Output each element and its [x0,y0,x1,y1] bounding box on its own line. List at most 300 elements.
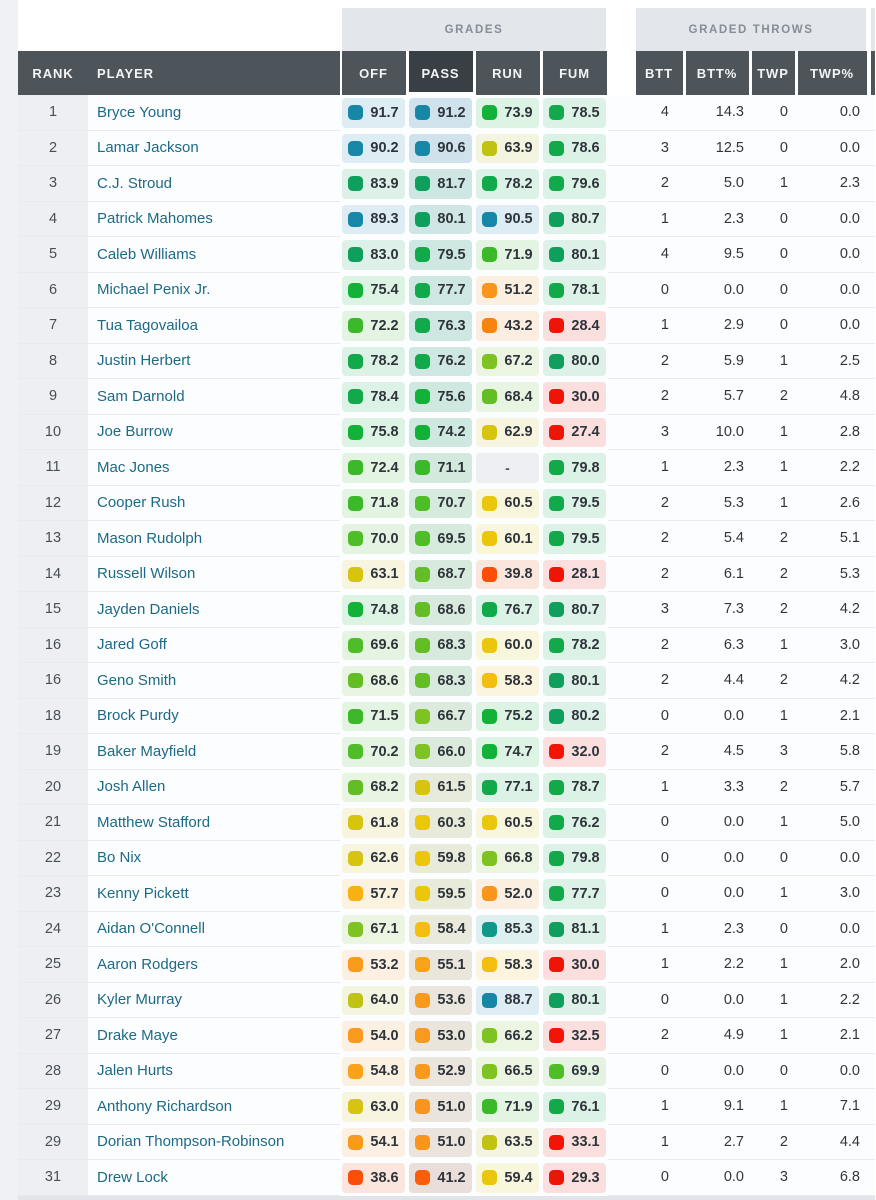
grade-badge-icon [549,602,564,617]
player-cell [88,592,340,628]
col-header-run[interactable]: RUN [476,51,540,95]
player-link[interactable]: Jared Goff [97,636,167,654]
stat-cell-btt: 2 [634,521,684,557]
player-cell [88,344,340,380]
stat-cell-bttp: 9.5 [684,237,750,273]
grade-value: 75.2 [504,708,533,725]
player-cell [88,202,340,238]
grade-badge-icon [482,780,497,795]
player-cell [88,1160,340,1196]
player-link[interactable]: Dorian Thompson-Robinson [97,1133,285,1151]
next-col-body-sliver [868,876,875,912]
column-gap [608,131,634,167]
player-cell [88,557,340,593]
stat-cell-twp: 1 [750,628,796,664]
grade-cell-run [474,663,541,699]
rank-cell: 29 [18,1089,88,1125]
player-link[interactable]: Aaron Rodgers [97,955,198,973]
grade-cell-fum [541,521,608,557]
grade-value: 54.0 [370,1027,399,1044]
table-row [18,628,875,664]
table-row [18,663,875,699]
grade-cell-fum [541,734,608,770]
stat-cell-twp: 1 [750,1018,796,1054]
player-cell [88,415,340,451]
grade-badge-icon [415,460,430,475]
stat-cell-btt: 2 [634,1018,684,1054]
grade-badge-icon [482,1099,497,1114]
stat-cell-btt: 1 [634,308,684,344]
group-header-graded-throws [636,8,866,51]
player-link[interactable]: Mason Rudolph [97,529,203,547]
grade-badge-icon [482,744,497,759]
grade-cell-fum [541,95,608,131]
rank-cell: 16 [18,663,88,699]
player-link[interactable]: Jayden Daniels [97,600,200,618]
grade-badge-icon [415,425,430,440]
stat-cell-twpp: 4.2 [796,663,868,699]
rank-cell: 19 [18,734,88,770]
grade-value-missing: - [505,459,510,476]
grade-cell-pass [407,1054,474,1090]
grade-badge-icon [549,141,564,156]
next-col-body-sliver [868,947,875,983]
table-row [18,947,875,983]
table-row [18,131,875,167]
grade-value: 70.0 [370,530,399,547]
player-link[interactable]: Justin Herbert [97,352,191,370]
table-row [18,1125,875,1161]
grade-badge-icon [482,425,497,440]
table-row [18,237,875,273]
grade-badge-icon [415,141,430,156]
stat-cell-bttp: 2.3 [684,202,750,238]
grade-badge-icon [482,709,497,724]
grade-cell-off [340,450,407,486]
grade-value: 71.9 [504,1098,533,1115]
player-link[interactable]: Lamar Jackson [97,139,199,157]
grade-value: 71.9 [504,246,533,263]
grade-cell-pass [407,912,474,948]
grade-badge-icon [482,1064,497,1079]
col-header-pass[interactable]: PASS [409,51,473,95]
col-header-rank[interactable]: RANK [32,65,74,81]
grade-value: 71.1 [437,459,466,476]
player-link[interactable]: Sam Darnold [97,387,185,405]
player-link[interactable]: Tua Tagovailoa [97,316,198,334]
stat-cell-bttp: 5.7 [684,379,750,415]
col-header-player[interactable]: PLAYER [97,65,154,81]
grade-cell-off [340,770,407,806]
grade-value: 58.3 [504,672,533,689]
player-cell [88,95,340,131]
grade-badge-icon [348,1135,363,1150]
grade-cell-pass [407,876,474,912]
stat-cell-bttp: 0.0 [684,983,750,1019]
player-link[interactable]: Bo Nix [97,849,142,867]
column-gap [608,557,634,593]
stat-cell-btt: 1 [634,450,684,486]
stat-cell-btt: 2 [634,344,684,380]
grade-cell-pass [407,983,474,1019]
player-link[interactable]: Bryce Young [97,103,182,121]
player-link[interactable]: Drake Maye [97,1026,178,1044]
player-cell [88,876,340,912]
grade-value: 63.0 [370,1098,399,1115]
player-cell [88,734,340,770]
player-link[interactable]: Caleb Williams [97,245,197,263]
stat-cell-twpp: 0.0 [796,237,868,273]
grade-value: 79.8 [571,850,600,867]
grade-cell-run [474,1018,541,1054]
rank-cell: 21 [18,805,88,841]
table-row [18,166,875,202]
col-header-fum[interactable]: FUM [543,51,607,95]
column-gap [608,770,634,806]
grade-value: 77.1 [504,779,533,796]
player-link[interactable]: Kyler Murray [97,991,183,1009]
stat-cell-twp: 1 [750,1089,796,1125]
table-row [18,379,875,415]
stat-cell-twpp: 0.0 [796,1054,868,1090]
player-cell [88,1125,340,1161]
grade-cell-pass [407,841,474,877]
rank-cell: 8 [18,344,88,380]
player-link[interactable]: Brock Purdy [97,707,179,725]
player-cell [88,841,340,877]
table-row [18,770,875,806]
next-col-body-sliver [868,521,875,557]
grade-value: 80.2 [571,708,600,725]
grade-badge-icon [549,460,564,475]
stat-cell-twpp: 0.0 [796,131,868,167]
stat-cell-twpp: 2.1 [796,699,868,735]
grade-cell-fum [541,166,608,202]
grade-cell-fum [541,1125,608,1161]
column-gap [608,983,634,1019]
grade-badge-icon [348,780,363,795]
grade-badge-icon [348,1064,363,1079]
player-link[interactable]: Joe Burrow [97,423,173,441]
grade-cell-fum [541,486,608,522]
next-col-body-sliver [868,557,875,593]
grade-badge-icon [482,496,497,511]
player-link[interactable]: C.J. Stroud [97,174,173,192]
grade-value: 28.4 [571,317,600,334]
player-cell [88,308,340,344]
player-link[interactable]: Kenny Pickett [97,884,189,902]
grade-value: 62.9 [504,424,533,441]
rank-cell: 28 [18,1054,88,1090]
rank-cell: 12 [18,486,88,522]
stat-cell-btt: 0 [634,1054,684,1090]
grade-cell-off [340,841,407,877]
grade-cell-off [340,95,407,131]
column-gap [608,308,634,344]
grade-cell-run [474,592,541,628]
grade-value: 66.5 [504,1063,533,1080]
stat-cell-twp: 0 [750,131,796,167]
grade-badge-icon [348,460,363,475]
stat-cell-twp: 0 [750,1054,796,1090]
table-row [18,521,875,557]
grade-cell-off [340,628,407,664]
stat-cell-bttp: 7.3 [684,592,750,628]
grade-badge-icon [348,673,363,688]
table-body [18,95,875,1200]
grade-cell-fum [541,557,608,593]
grade-cell-pass [407,805,474,841]
grade-badge-icon [482,638,497,653]
stat-cell-bttp: 0.0 [684,1054,750,1090]
grade-cell-pass [407,415,474,451]
stat-cell-twpp: 4.8 [796,379,868,415]
grade-badge-icon [415,780,430,795]
grade-value: 52.0 [504,885,533,902]
grade-value: 79.8 [571,459,600,476]
grade-value: 43.2 [504,317,533,334]
column-gap [608,166,634,202]
grade-cell-run [474,486,541,522]
rank-cell: 26 [18,983,88,1019]
rank-cell: 20 [18,770,88,806]
grade-cell-off [340,486,407,522]
grade-cell-run [474,699,541,735]
stat-cell-bttp: 3.3 [684,770,750,806]
stat-cell-twpp: 5.7 [796,770,868,806]
stat-cell-twp: 1 [750,486,796,522]
table-row [18,415,875,451]
column-header-row [18,51,875,95]
rank-cell: 25 [18,947,88,983]
grade-value: 51.0 [437,1098,466,1115]
player-link[interactable]: Matthew Stafford [97,813,211,831]
stat-cell-twp: 0 [750,202,796,238]
next-col-body-sliver [868,344,875,380]
col-header-twp[interactable]: TWP [752,51,795,95]
column-gap [608,1018,634,1054]
col-header-twpp[interactable]: TWP% [798,51,867,95]
column-gap [608,202,634,238]
column-gap [608,699,634,735]
stat-cell-twpp: 2.1 [796,1018,868,1054]
group-gap [608,8,634,51]
grade-value: 38.6 [370,1169,399,1186]
grade-cell-pass [407,557,474,593]
grade-value: 74.2 [437,424,466,441]
stat-cell-twpp: 7.1 [796,1089,868,1125]
player-link[interactable]: Josh Allen [97,778,166,796]
table-row [18,912,875,948]
grade-value: 68.4 [504,388,533,405]
grade-cell-run [474,734,541,770]
grade-value: 32.0 [571,743,600,760]
player-link[interactable]: Geno Smith [97,671,177,689]
grade-badge-icon [348,922,363,937]
grade-cell-fum [541,805,608,841]
stat-cell-bttp: 4.4 [684,663,750,699]
grade-cell-run [474,202,541,238]
col-header-rank-player[interactable] [18,51,340,95]
bottom-scroll-track[interactable] [18,1196,875,1200]
next-col-body-sliver [868,379,875,415]
grade-value: 71.5 [370,708,399,725]
grade-cell-off [340,699,407,735]
stat-cell-bttp: 9.1 [684,1089,750,1125]
grade-value: 76.1 [571,1098,600,1115]
grade-cell-fum [541,379,608,415]
grade-value: 79.5 [571,495,600,512]
grade-value: 60.5 [504,814,533,831]
stat-cell-bttp: 0.0 [684,876,750,912]
stat-cell-bttp: 0.0 [684,805,750,841]
grade-cell-pass [407,486,474,522]
grade-badge-icon [549,1170,564,1185]
table-row [18,734,875,770]
player-link[interactable]: Jalen Hurts [97,1062,173,1080]
grade-value: 72.4 [370,459,399,476]
grade-badge-icon [549,105,564,120]
grade-badge-icon [348,496,363,511]
grade-cell-fum [541,699,608,735]
column-gap [608,450,634,486]
stat-cell-btt: 2 [634,557,684,593]
column-gap [608,415,634,451]
grade-cell-fum [541,983,608,1019]
stat-cell-twpp: 5.8 [796,734,868,770]
grade-value: 53.6 [437,992,466,1009]
rank-cell: 10 [18,415,88,451]
player-link[interactable]: Aidan O'Connell [97,920,205,938]
grade-cell-run [474,983,541,1019]
grade-badge-icon [549,389,564,404]
column-gap [608,628,634,664]
player-link[interactable]: Patrick Mahomes [97,210,213,228]
grade-badge-icon [348,105,363,120]
grade-badge-icon [415,744,430,759]
grade-cell-run [474,237,541,273]
grade-cell-off [340,876,407,912]
grade-value: 90.5 [504,211,533,228]
stat-cell-twp: 1 [750,450,796,486]
stat-cell-twpp: 0.0 [796,912,868,948]
grade-value: 52.9 [437,1063,466,1080]
grade-cell-pass [407,1089,474,1125]
grade-cell-run [474,344,541,380]
grade-cell-fum [541,1160,608,1196]
grade-badge-icon [415,1028,430,1043]
grade-value: 91.2 [437,104,466,121]
grade-cell-run [474,521,541,557]
grade-badge-icon [482,105,497,120]
player-cell [88,486,340,522]
grade-badge-icon [415,886,430,901]
stat-cell-btt: 1 [634,1089,684,1125]
next-col-body-sliver [868,237,875,273]
grade-badge-icon [415,673,430,688]
table-row [18,273,875,309]
stat-cell-twp: 2 [750,1125,796,1161]
grade-cell-run [474,1054,541,1090]
player-link[interactable]: Michael Penix Jr. [97,281,211,299]
stat-cell-btt: 3 [634,592,684,628]
grade-badge-icon [482,957,497,972]
grade-value: 59.8 [437,850,466,867]
grade-badge-icon [415,1064,430,1079]
grade-badge-icon [348,709,363,724]
grade-cell-run [474,1160,541,1196]
grade-badge-icon [348,354,363,369]
grade-badge-icon [415,851,430,866]
grade-value: 78.2 [370,353,399,370]
grade-value: 77.7 [571,885,600,902]
col-header-btt[interactable]: BTT [636,51,683,95]
table-row [18,486,875,522]
stat-cell-btt: 2 [634,628,684,664]
grade-badge-icon [482,531,497,546]
stat-cell-twpp: 5.0 [796,805,868,841]
grade-cell-pass [407,273,474,309]
grade-badge-icon [482,318,497,333]
grade-badge-icon [549,531,564,546]
col-header-bttp[interactable]: BTT% [686,51,749,95]
player-link[interactable]: Russell Wilson [97,565,196,583]
grade-cell-fum [541,1089,608,1125]
col-header-off[interactable]: OFF [342,51,406,95]
stat-cell-twp: 0 [750,912,796,948]
stat-cell-twp: 2 [750,592,796,628]
grade-value: 69.5 [437,530,466,547]
grade-value: 54.8 [370,1063,399,1080]
grade-value: 75.4 [370,282,399,299]
stat-cell-twpp: 0.0 [796,273,868,309]
player-link[interactable]: Baker Mayfield [97,742,197,760]
grade-badge-icon [549,815,564,830]
grade-value: 90.6 [437,140,466,157]
grade-value: 53.0 [437,1027,466,1044]
grade-badge-icon [549,638,564,653]
stat-cell-btt: 2 [634,734,684,770]
player-link[interactable]: Mac Jones [97,458,170,476]
grade-badge-icon [348,957,363,972]
grade-cell-pass [407,379,474,415]
stat-cell-bttp: 6.3 [684,628,750,664]
grade-value: 80.1 [437,211,466,228]
player-cell [88,770,340,806]
grade-value: 83.0 [370,246,399,263]
grade-cell-off [340,557,407,593]
grade-value: 39.8 [504,566,533,583]
next-col-body-sliver [868,983,875,1019]
grade-cell-fum [541,1054,608,1090]
stat-cell-btt: 1 [634,202,684,238]
stat-cell-twp: 3 [750,734,796,770]
player-link[interactable]: Anthony Richardson [97,1097,233,1115]
grade-cell-off [340,237,407,273]
player-cell [88,237,340,273]
grade-cell-fum [541,308,608,344]
player-link[interactable]: Cooper Rush [97,494,186,512]
column-gap [608,95,634,131]
grade-cell-run [474,1125,541,1161]
table-row [18,1018,875,1054]
grade-badge-icon [549,851,564,866]
grade-badge-icon [482,354,497,369]
grade-badge-icon [415,212,430,227]
player-link[interactable]: Drew Lock [97,1168,168,1186]
grade-value: 72.2 [370,317,399,334]
player-cell [88,947,340,983]
